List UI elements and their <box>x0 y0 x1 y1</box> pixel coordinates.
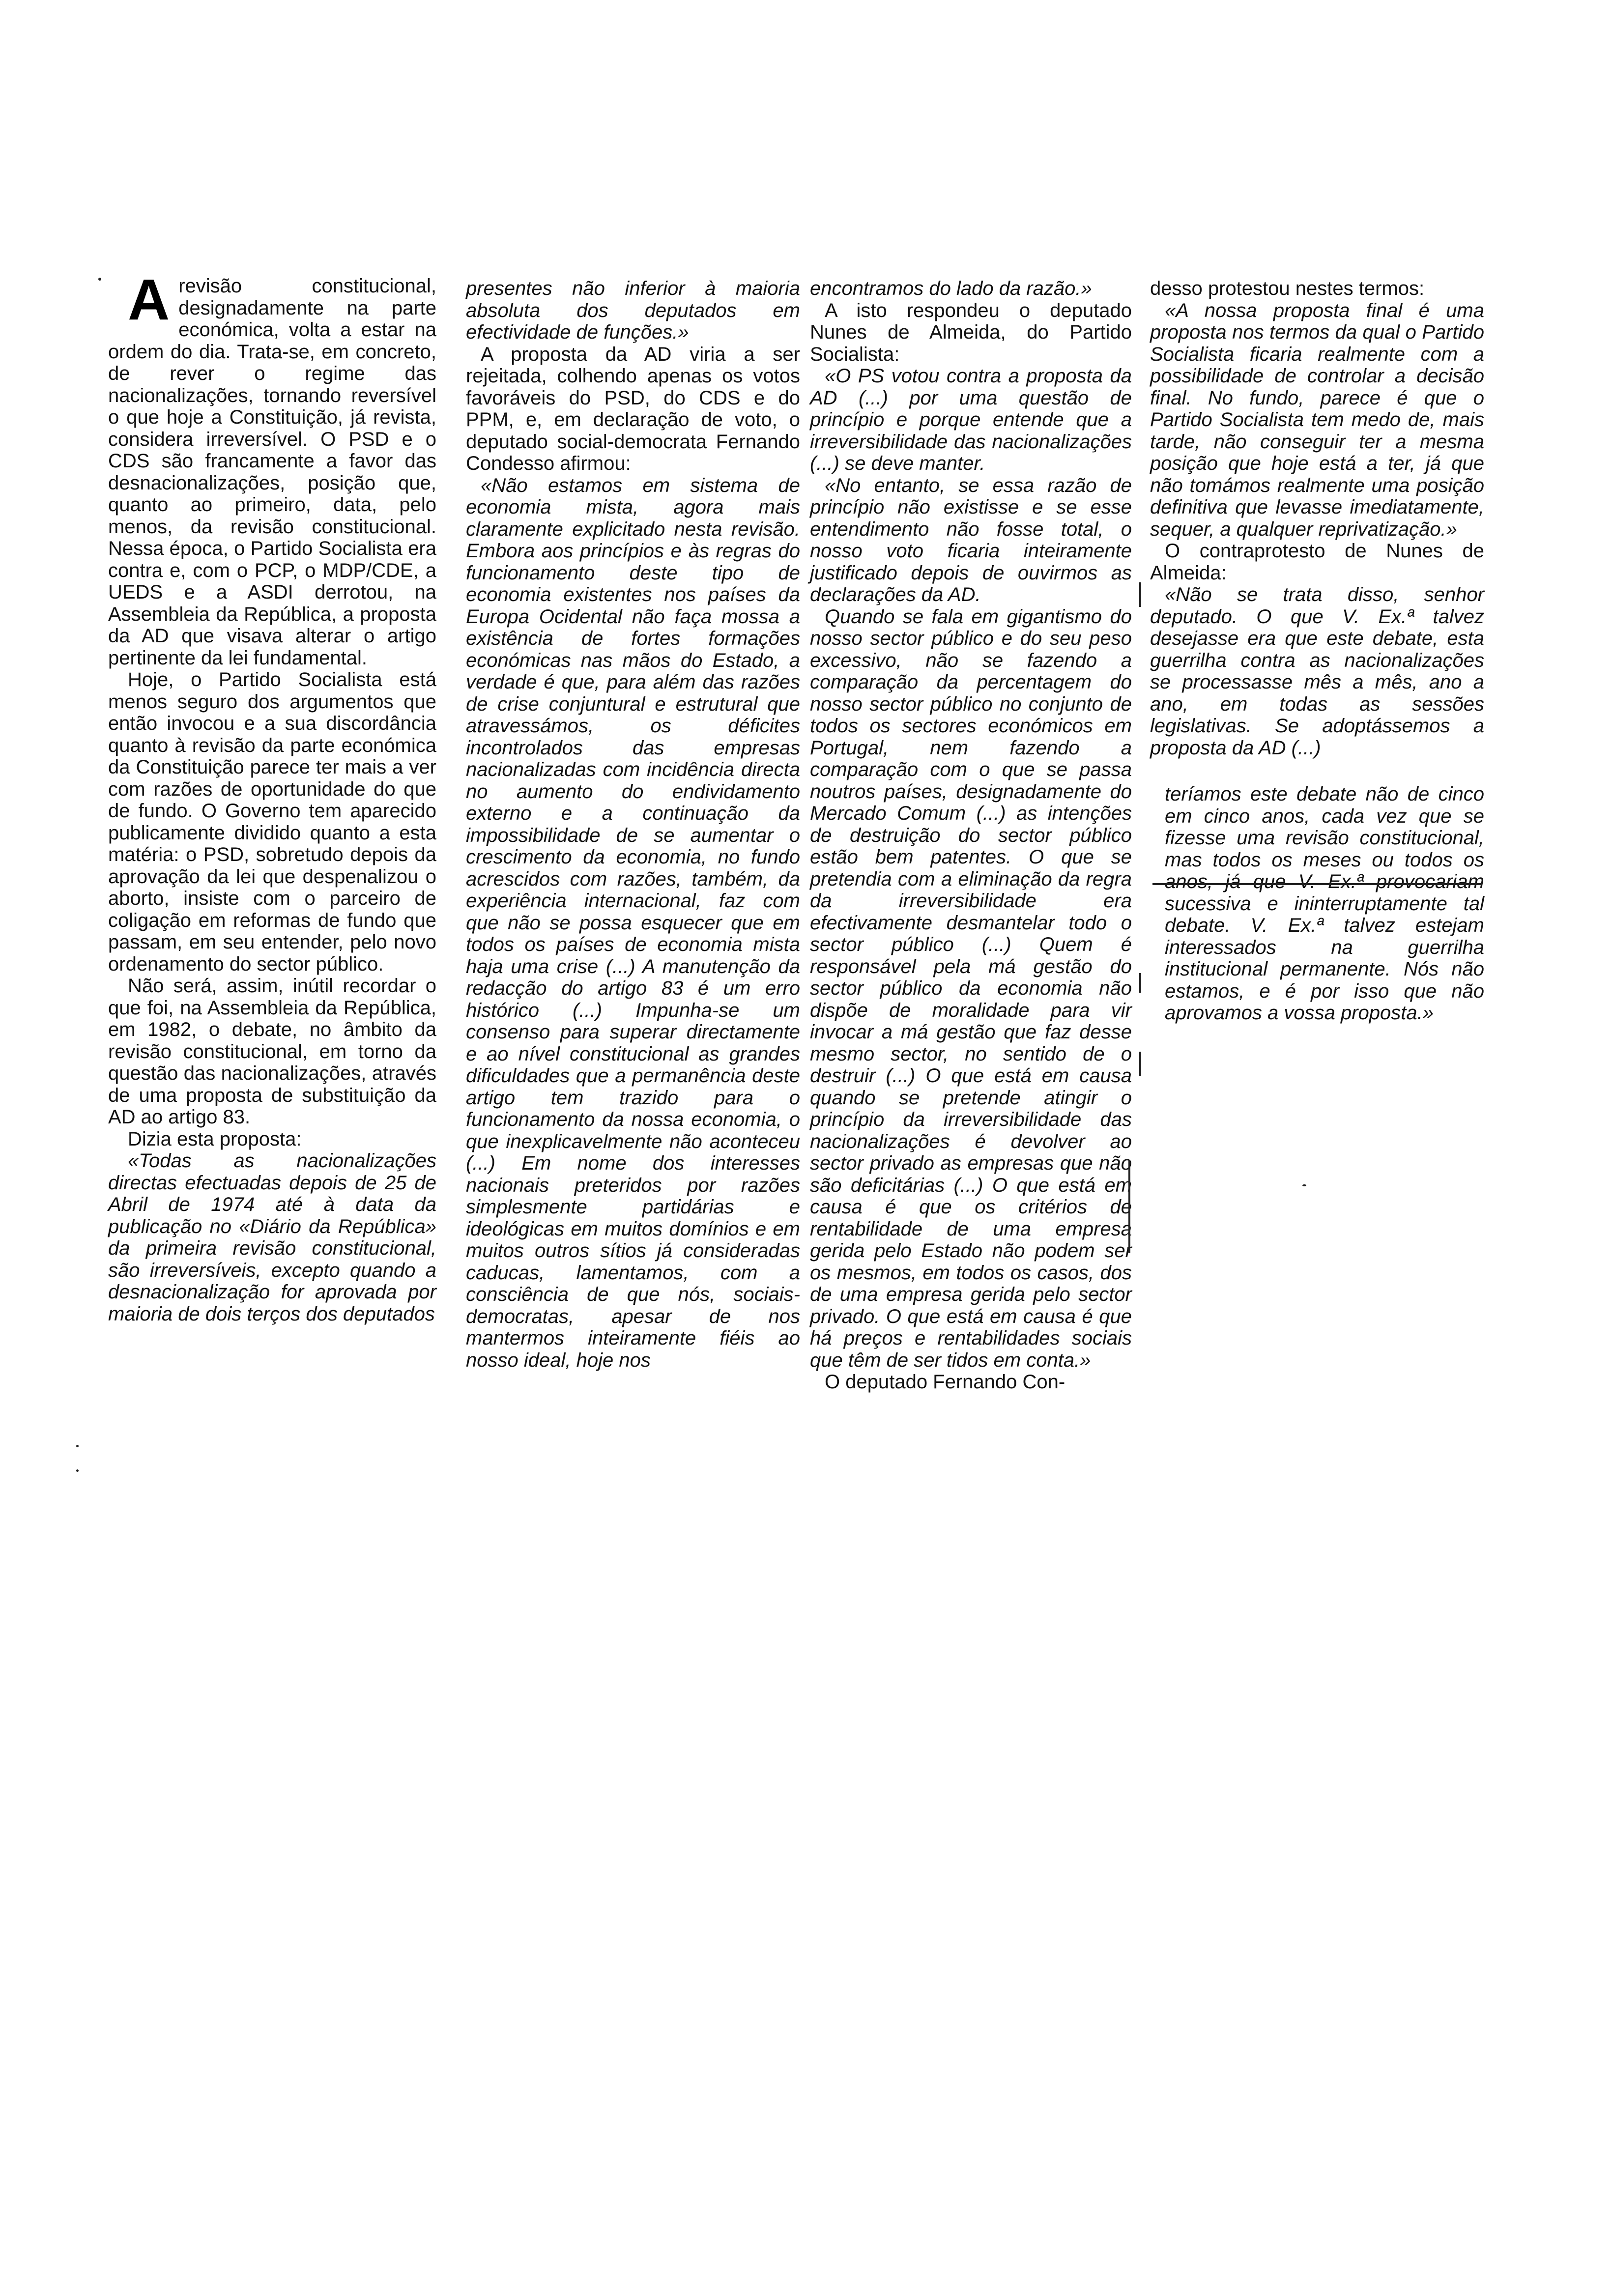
col3-paragraph-2: A isto respondeu o deputado Nunes de Almeida, do Partido Socialista: <box>810 299 1132 365</box>
col4-quote-condesso: «A nossa proposta final é uma proposta nos termos da qual o Partido Socialista ficaria realmente com a possibilidade de controlar a decisão final. No fundo, parece é que o Partido Socialista tem medo de, mais tarde, não conseguir ter a mesma posição que hoje está a ter, já que não tomámos realmente uma posição definitiva que levasse imediatamente, sequer, a qualquer reprivatização.» <box>1150 299 1484 540</box>
col1-paragraph-1: revisão constitucional, designadamente na parte económica, volta a estar na ordem do dia. Trata-se, em concreto, de rever o regime das nacionalizações, tornando reversível o que hoje a Constituição, já revista, considera irreversível. O PSD e o CDS são francamente a favor das desnacionalizações, posição que, quanto ao primeiro, data, pelo menos, da revisão constitucional. Nessa época, o Partido Socialista era contra e, com o PCP, o MDP/CDE, a UEDS e a ASDI derrotou, na Assembleia da República, a proposta da AD que visava alterar o artigo pertinente da lei fundamental. <box>108 275 436 669</box>
col4-quote-almeida-continued: teríamos este debate não de cinco em cinco anos, cada vez que se fizesse uma revisão constitucional, mas todos os meses ou todos os anos, já que V. Ex.ª provocariam sucessiva e ininterruptamente tal debate. V. Ex.ª talvez estejam interessados na guerrilha institucional permanente. Nós não estamos, e é por isso que não aprovamos a vossa proposta.» <box>1165 783 1484 1024</box>
col4-quote-almeida: «Não se trata disso, senhor deputado. O que V. Ex.ª talvez desejasse era que este debate, esta guerrilha contra as nacionalizações se processasse mês a mês, ano a ano, em todas as sessões legislativas. Se adoptássemos a proposta da AD (...) <box>1150 584 1484 759</box>
scan-speck-1 <box>98 278 101 281</box>
col1-paragraph-2: Hoje, o Partido Socialista está menos seguro dos argumentos que então invocou e a sua discordância quanto à revisão da parte económica da Constituição parece ter mais a ver com razões de oportunidade do que de fundo. O Governo tem aparecido publicamente dividido quanto a esta matéria: o PSD, sobretudo depois da aprovação da lei que despenalizou o aborto, insiste com o parceiro de coligação em reformas de fundo que passam, em seu entender, pelo novo ordenamento do sector público. <box>108 669 436 975</box>
col4-spacer <box>1150 759 1484 783</box>
col4-paragraph-1: desso protestou nestes termos: <box>1150 278 1425 299</box>
col3-quote-ps-1: «O PS votou contra a proposta da AD (...) por uma questão de princípio e porque entende que a irreversibilidade das nacionalizações (...) se deve manter. <box>810 365 1132 474</box>
col1-paragraph-4: Dizia esta proposta: <box>128 1128 302 1150</box>
col2-quote-continuation: presentes não inferior à maioria absoluta dos deputados em efectividade de funções.» <box>466 278 800 343</box>
drop-cap: A <box>128 267 170 332</box>
col3-quote-ps-3: Quando se fala em gigantismo do nosso sector público e do seu peso excessivo, não se fazendo a comparação da percentagem do nosso sector público no conjunto de todos os sectores económicos em Portugal, nem fazendo a comparação com o que se passa noutros países, designadamente do Mercado Comum (...) as intenções de destruição do sector público estão bem patentes. O que se pretendia com a eliminação da regra da irreversibilidade era efectivamente desmantelar todo o sector público (...) Quem é responsável pela má gestão do sector público da economia não dispõe de moralidade para vir invocar a má gestão que faz desse mesmo sector, no sentido de o destruir (...) O que está em causa quando se pretende atingir o princípio da irreversibilidade das nacionalizações é devolver ao sector privado as empresas que não são deficitárias (...) O que está em causa é que os critérios de rentabilidade de uma empresa gerida pelo Estado não podem ser os mesmos, em todos os casos, dos de uma empresa gerida pelo sector privado. O que está em causa é que há preços e rentabilidades sociais que têm de ser tidos em conta.» <box>810 605 1132 1371</box>
article-column-3 <box>810 278 1132 1393</box>
scan-margin-mark-2 <box>1139 973 1141 993</box>
article-column-4 <box>1150 278 1484 1024</box>
column-4-separator-rule <box>1152 883 1482 885</box>
scan-margin-mark-4 <box>1128 1160 1130 1253</box>
col3-paragraph-6: O deputado Fernando Con- <box>825 1371 1065 1393</box>
scan-speck-4 <box>1302 1184 1306 1186</box>
col4-paragraph-3: O contraprotesto de Nunes de Almeida: <box>1150 540 1484 584</box>
col2-quote-condesso: «Não estamos em sistema de economia mista, agora mais claramente explicitado nesta revisão. Embora aos princípios e às regras do funcionamento deste tipo de economia existentes nos países da Europa Ocidental não faça mossa a existência de fortes formações económicas nas mãos do Estado, a verdade é que, para além das razões de crise conjuntural e estrutural que atravessámos, os déficites incontrolados das empresas nacionalizadas com incidência directa no aumento do endividamento externo e a continuação da impossibilidade de se aumentar o crescimento da economia, no fundo acrescidos com razões, também, da experiência internacional, faz com que não se possa esquecer que em todos os países de economia mista haja uma crise (...) A manutenção da redacção do artigo 83 é um erro histórico (...) Impunha-se um consenso para superar directamente e ao nível constitucional as grandes dificuldades que a permanência deste artigo tem trazido para o funcionamento da nossa economia, o que inexplicavelmente não aconteceu (...) Em nome dos interesses nacionais preteridos por razões simplesmente partidárias e ideológicas em muitos domínios e em muitos outros sítios já consideradas caducas, lamentamos, com a consciência de que nós, sociais-democratas, apesar de nos mantermos inteiramente fiéis ao nosso ideal, hoje nos <box>466 474 800 1371</box>
col1-paragraph-3: Não será, assim, inútil recordar o que foi, na Assembleia da República, em 1982, o debate, no âmbito da revisão constitucional, em torno da questão das nacionalizações, através de uma proposta de substituição da AD ao artigo 83. <box>108 975 436 1128</box>
scan-margin-mark-1 <box>1139 582 1141 607</box>
col2-paragraph-2: A proposta da AD viria a ser rejeitada, colhendo apenas os votos favoráveis do PSD, do CDS e do PPM, e, em declaração de voto, o deputado social-democrata Fernando Condesso afirmou: <box>466 343 800 474</box>
article-column-1 <box>108 267 436 1325</box>
scan-speck-2 <box>76 1445 79 1447</box>
col1-quote-proposal: «Todas as nacionalizações directas efectuadas depois de 25 de Abril de 1974 até à data da publicação no «Diário da República» da primeira revisão constitucional, são irreversíveis, excepto quando a desnacionalização for aprovada por maioria de dois terços dos deputados <box>108 1150 436 1325</box>
article-column-2 <box>466 278 800 1371</box>
scan-margin-mark-3 <box>1139 1052 1141 1076</box>
col3-quote-end: encontramos do lado da razão.» <box>810 278 1092 299</box>
col3-quote-ps-2: «No entanto, se essa razão de princípio não existisse e se esse entendimento não fosse total, o nosso voto ficaria inteiramente justificado depois de ouvirmos as declarações da AD. <box>810 474 1132 605</box>
scan-speck-3 <box>76 1469 79 1472</box>
